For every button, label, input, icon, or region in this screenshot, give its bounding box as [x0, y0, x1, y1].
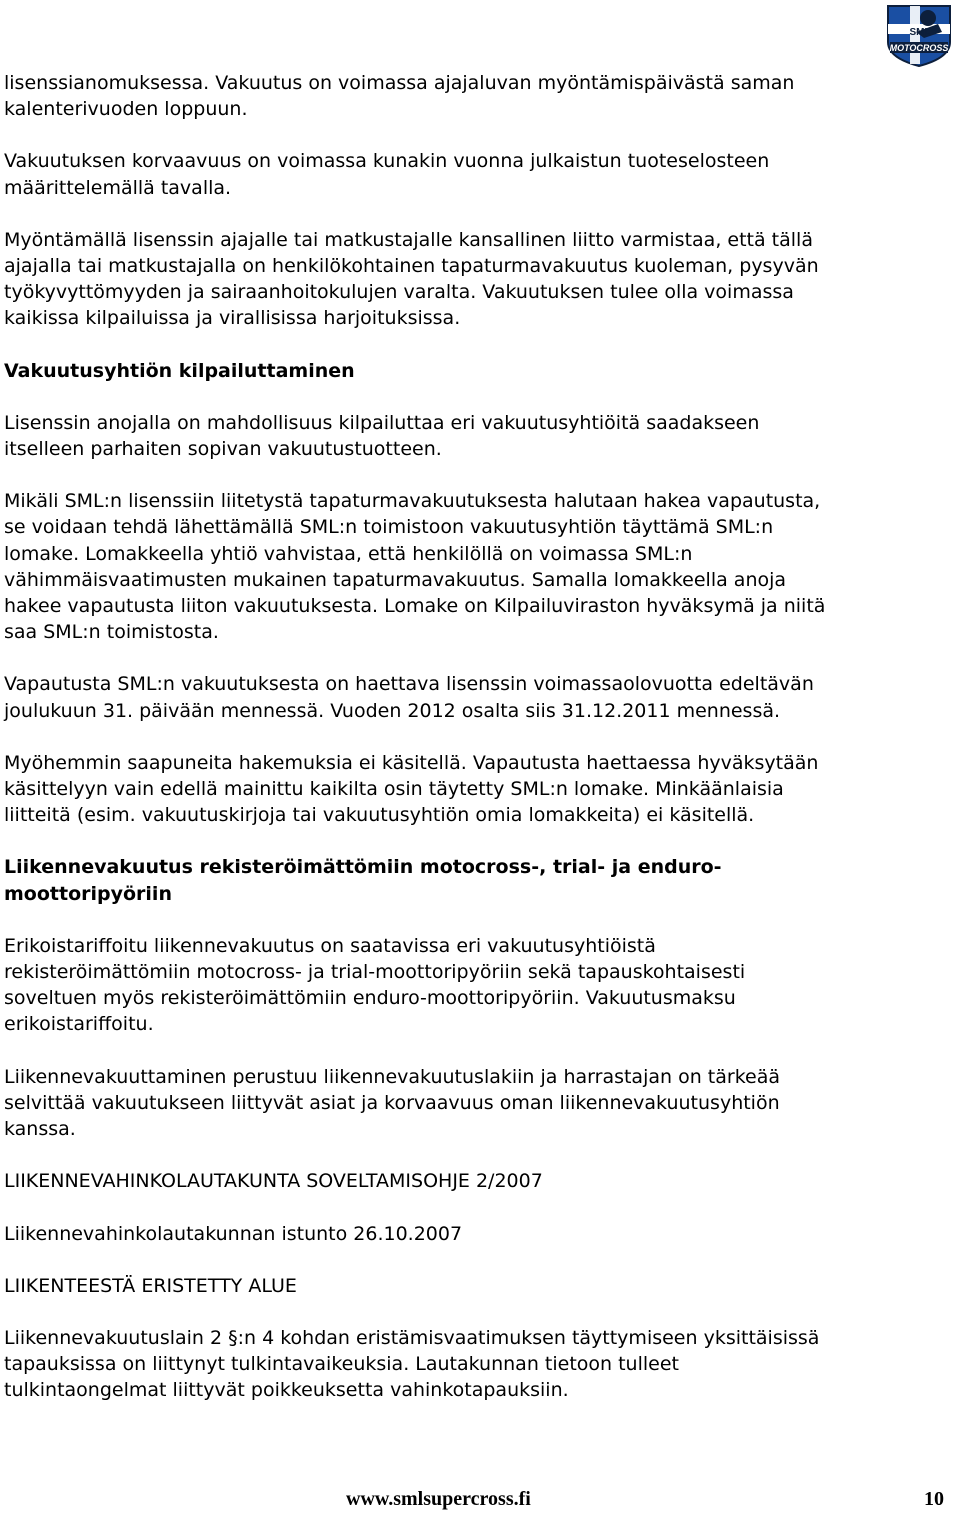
paragraph-deadline: Vapautusta SML:n vakuutuksesta on haettava lisenssin voimassaolovuotta edeltävän joulukuun 31. päivään mennessä. Vuoden 2012 osalta siis 31.12.2011 mennessä. — [4, 673, 814, 722]
heading-insurer-competition: Vakuutusyhtiön kilpailuttaminen — [4, 359, 355, 382]
sml-motocross-logo — [882, 2, 956, 68]
motocross-shield-icon — [882, 2, 956, 68]
logo-text-top: SML — [909, 27, 931, 38]
paragraph-exemption: Mikäli SML:n lisenssiin liitetystä tapaturmavakuutuksesta halutaan hakea vapautusta, se voidaan tehdä lähettämällä SML:n toimistoon vakuutusyhtiön täyttämä SML:n lomake. Lomakkeella yhtiö vahvistaa, että henkilöllä on voimassa SML:n vähimmäisvaatimusten mukainen tapaturmavakuutus. Samalla lomakkeella anoja hakee vapautusta liiton vakuutuksesta. Lomake on Kilpailuviraston hyväksymä ja niitä saa SML:n toimistosta. — [4, 490, 826, 644]
paragraph-board-instruction: LIIKENNEVAHINKOLAUTAKUNTA SOVELTAMISOHJE 2/2007 — [4, 1170, 543, 1193]
paragraph-traffic-insurance-law: Liikennevakuuttaminen perustuu liikennevakuutuslakiin ja harrastajan on tärkeää selvittää vakuutukseen liittyvät asiat ja korvaavuus oman liikennevakuutusyhtiön kanssa. — [4, 1065, 780, 1141]
logo-text-bottom: MOTOCROSS — [889, 43, 949, 53]
paragraph-interpretation: Liikennevakuutuslain 2 §:n 4 kohdan eristämisvaatimuksen täyttymiseen yksittäisissä tapauksissa on liittynyt tulkintavaikeuksia. Lautakunnan tietoon tulleet tulkintaongelmat liittyvät poikkeuksetta vahinkotapauksiin. — [4, 1326, 820, 1402]
page-number: 10 — [924, 1488, 944, 1510]
document-body — [4, 70, 949, 1404]
paragraph-federation-guarantee: Myöntämällä lisenssin ajajalle tai matkustajalle kansallinen liitto varmistaa, että tällä ajajalla tai matkustajalla on henkilökohtainen tapaturmavakuutus kuoleman, pysyvän työkyvyttömyyden ja sairaanhoitokulujen varalta. Vakuutuksen tulee olla voimassa kaikissa kilpailuissa ja virallisissa harjoituksissa. — [4, 228, 819, 330]
paragraph-board-session: Liikennevahinkolautakunnan istunto 26.10.2007 — [4, 1222, 463, 1245]
paragraph-isolated-area: LIIKENTEESTÄ ERISTETTY ALUE — [4, 1274, 297, 1297]
paragraph-late-applications: Myöhemmin saapuneita hakemuksia ei käsitellä. Vapautusta haettaessa hyväksytään käsittelyyn vain edellä mainittu kaikilta osin täytetty SML:n lomake. Minkäänlaisia liitteitä (esim. vakuutuskirjoja tai vakuutusyhtiön omia lomakkeita) ei käsitellä. — [4, 751, 819, 827]
paragraph-license-validity: lisenssianomuksessa. Vakuutus on voimassa ajajaluvan myöntämispäivästä saman kalenterivuoden loppuun. — [4, 72, 795, 121]
paragraph-special-tariff: Erikoistariffoitu liikennevakuutus on saatavissa eri vakuutusyhtiöistä rekisteröimättömiin motocross- ja trial-moottoripyöriin sekä tapauskohtaisesti soveltuen myös rekisteröimättömiin enduro-moottoripyöriin. Vakuutusmaksu erikoistariffoitu. — [4, 934, 746, 1036]
paragraph-coverage: Vakuutuksen korvaavuus on voimassa kunakin vuonna julkaistun tuoteselosteen määrittelemällä tavalla. — [4, 150, 770, 199]
paragraph-competition-right: Lisenssin anojalla on mahdollisuus kilpailuttaa eri vakuutusyhtiöitä saadakseen itselleen parhaiten sopivan vakuutustuotteen. — [4, 411, 760, 461]
footer-url: www.smlsupercross.fi — [346, 1488, 531, 1510]
heading-traffic-insurance: Liikennevakuutus rekisteröimättömiin motocross-, trial- ja enduro- moottoripyöriin — [4, 856, 722, 905]
